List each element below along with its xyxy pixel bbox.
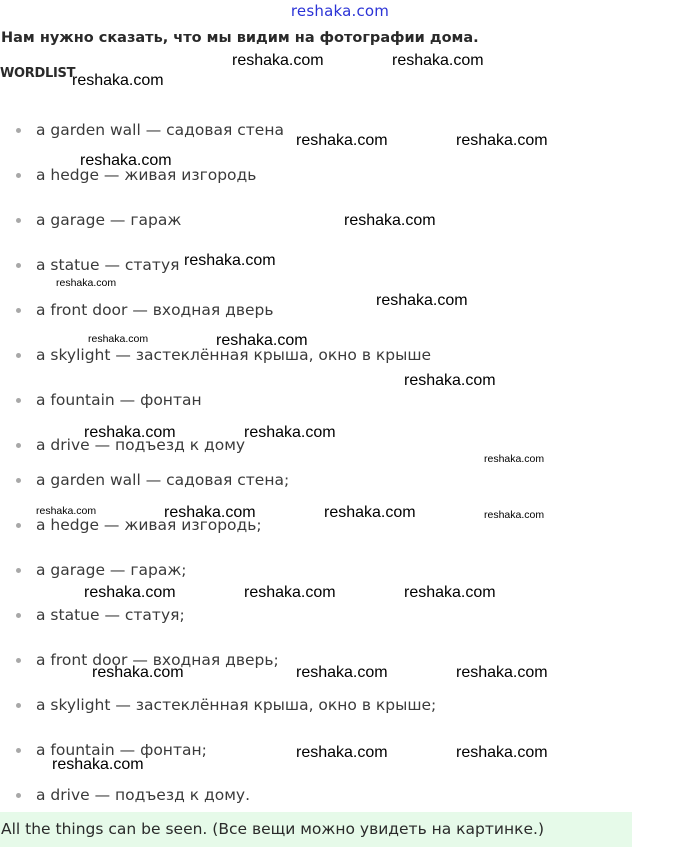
watermark: reshaka.com bbox=[404, 584, 496, 601]
word-item-front-door-2 bbox=[0, 649, 600, 673]
word-item-garage-2 bbox=[0, 559, 600, 583]
word-item-garage bbox=[0, 209, 600, 233]
watermark: reshaka.com bbox=[72, 72, 164, 89]
word-text: a garage — гараж; bbox=[36, 561, 187, 579]
bullet-icon bbox=[16, 443, 21, 448]
word-text: a hedge — живая изгородь bbox=[36, 166, 257, 184]
watermark: reshaka.com bbox=[164, 504, 256, 521]
watermark: reshaka.com bbox=[456, 664, 548, 681]
word-text: a drive — подъезд к дому. bbox=[36, 786, 250, 804]
word-item-hedge bbox=[0, 164, 600, 188]
watermark: reshaka.com bbox=[184, 252, 276, 269]
bullet-icon bbox=[16, 568, 21, 573]
word-text: a front door — входная дверь bbox=[36, 301, 274, 319]
watermark: reshaka.com bbox=[84, 584, 176, 601]
watermark: reshaka.com bbox=[484, 509, 545, 521]
word-item-garden-wall bbox=[0, 119, 600, 143]
bullet-icon bbox=[16, 263, 21, 268]
word-text: a garden wall — садовая стена; bbox=[36, 471, 290, 489]
word-item-statue bbox=[0, 254, 600, 278]
word-text: a skylight — застеклённая крыша, окно в крыше; bbox=[36, 696, 437, 714]
bullet-icon bbox=[16, 793, 21, 798]
watermark: reshaka.com bbox=[88, 333, 149, 345]
word-item-drive-2 bbox=[0, 784, 600, 808]
bullet-icon bbox=[16, 173, 21, 178]
bullet-icon bbox=[16, 308, 21, 313]
word-item-skylight bbox=[0, 344, 600, 368]
watermark: reshaka.com bbox=[244, 424, 336, 441]
word-item-statue-2 bbox=[0, 604, 600, 628]
watermark: reshaka.com bbox=[344, 212, 436, 229]
watermark: reshaka.com bbox=[324, 504, 416, 521]
conclusion-text: All the things can be seen. (Все вещи можно увидеть на картинке.) bbox=[1, 820, 544, 838]
bullet-icon bbox=[16, 218, 21, 223]
word-item-drive bbox=[0, 434, 600, 458]
watermark: reshaka.com bbox=[376, 292, 468, 309]
watermark: reshaka.com bbox=[52, 756, 144, 773]
watermark: reshaka.com bbox=[244, 584, 336, 601]
watermark: reshaka.com bbox=[456, 132, 548, 149]
word-text: a garden wall — садовая стена bbox=[36, 121, 284, 139]
word-text: a fountain — фонтан bbox=[36, 391, 202, 409]
word-item-garden-wall-2 bbox=[0, 469, 600, 493]
bullet-icon bbox=[16, 398, 21, 403]
word-item-fountain bbox=[0, 389, 600, 413]
watermark: reshaka.com bbox=[404, 372, 496, 389]
watermark: reshaka.com bbox=[296, 664, 388, 681]
watermark: reshaka.com bbox=[36, 505, 97, 517]
bullet-icon bbox=[16, 748, 21, 753]
word-item-fountain-2 bbox=[0, 739, 600, 763]
word-text: a drive — подъезд к дому bbox=[36, 436, 246, 454]
site-link[interactable]: reshaka.com bbox=[290, 2, 390, 20]
bullet-icon bbox=[16, 703, 21, 708]
bullet-icon bbox=[16, 478, 21, 483]
bullet-icon bbox=[16, 658, 21, 663]
word-text: a skylight — застеклённая крыша, окно в крыше bbox=[36, 346, 432, 364]
word-item-hedge-2 bbox=[0, 514, 600, 538]
bullet-icon bbox=[16, 523, 21, 528]
task-intro: Нам нужно сказать, что мы видим на фотографии дома. bbox=[1, 30, 479, 46]
bullet-icon bbox=[16, 613, 21, 618]
watermark: reshaka.com bbox=[232, 52, 324, 69]
watermark: reshaka.com bbox=[392, 52, 484, 69]
watermark: reshaka.com bbox=[456, 744, 548, 761]
watermark: reshaka.com bbox=[216, 332, 308, 349]
bullet-icon bbox=[16, 353, 21, 358]
word-text: a statue — статуя; bbox=[36, 606, 185, 624]
word-text: a statue — статуя bbox=[36, 256, 180, 274]
word-text: a hedge — живая изгородь; bbox=[36, 516, 262, 534]
word-text: a front door — входная дверь; bbox=[36, 651, 279, 669]
watermark: reshaka.com bbox=[296, 132, 388, 149]
conclusion-box bbox=[0, 812, 632, 847]
watermark: reshaka.com bbox=[296, 744, 388, 761]
watermark: reshaka.com bbox=[92, 664, 184, 681]
watermark: reshaka.com bbox=[80, 152, 172, 169]
wordlist-heading: WORDLIST bbox=[0, 66, 76, 81]
word-item-skylight-2 bbox=[0, 694, 600, 718]
bullet-icon bbox=[16, 128, 21, 133]
watermark: reshaka.com bbox=[84, 424, 176, 441]
watermark: reshaka.com bbox=[484, 453, 545, 465]
word-text: a fountain — фонтан; bbox=[36, 741, 207, 759]
word-item-front-door bbox=[0, 299, 600, 323]
word-text: a garage — гараж bbox=[36, 211, 182, 229]
watermark: reshaka.com bbox=[56, 277, 117, 289]
